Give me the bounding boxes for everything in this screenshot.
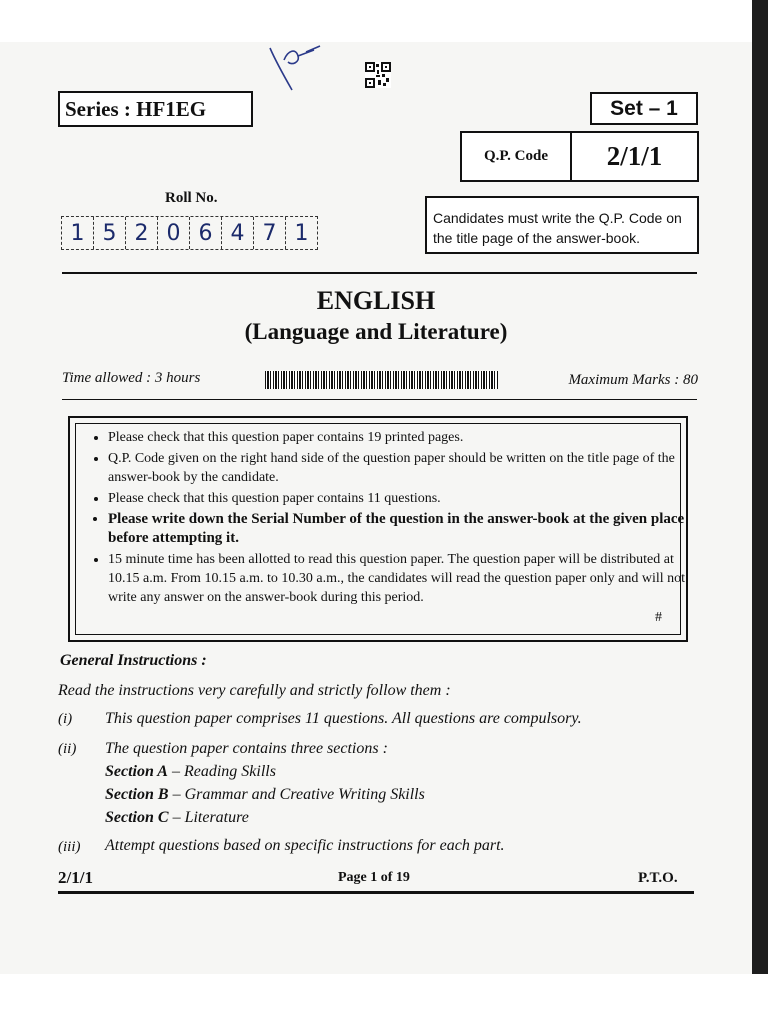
divider-top [62,272,697,274]
roll-digit: 1 [294,220,309,246]
section-name: Section A [105,763,168,780]
candidate-note: Candidates must write the Q.P. Code on the title page of the answer-book. [425,196,699,254]
qr-code-icon [365,62,391,88]
scan-right-edge [752,0,768,1024]
paper-title: ENGLISH [316,286,436,315]
footer-pto: P.T.O. [638,870,678,886]
qp-code-value: 2/1/1 [606,141,663,171]
instruction-number: (iii) [58,839,81,855]
qp-code-label: Q.P. Code [462,133,572,180]
instruction-text: This question paper comprises 11 questions. All questions are compulsory. [105,710,582,727]
divider-middle [62,399,697,400]
section-line [105,763,276,781]
roll-digit: 2 [126,217,158,249]
scan-bottom-margin [0,974,768,1024]
time-allowed: Time allowed : 3 hours [62,370,201,386]
scan-top-margin [0,0,768,42]
barcode [265,371,498,389]
footer-page-number: Page 1 of 19 [338,870,410,885]
notice-item: • Q.P. Code given on the right hand side of the question paper should be written on the title page of the answer-book by the candidate. [108,449,698,487]
hash-mark: # [655,610,662,625]
roll-digit: 1 [62,217,94,249]
notice-list [88,428,698,609]
footer-divider [58,891,694,894]
notice-box [68,416,688,642]
roll-number-grid [61,216,318,250]
instruction-text: The question paper contains three sections : [105,740,388,757]
set-box: Set – 1 [590,92,698,125]
series-box: Series : HF1EG [58,91,253,127]
section-desc: – Reading Skills [171,763,276,780]
roll-digit: 7 [254,217,286,249]
paper-subtitle: (Language and Literature) [244,319,508,344]
maximum-marks: Maximum Marks : 80 [568,372,698,388]
instruction-text: Attempt questions based on specific instructions for each part. [105,837,505,854]
instructions-heading: General Instructions : [60,652,207,669]
footer-qp-code: 2/1/1 [58,868,93,887]
section-line [105,809,249,827]
instruction-number: (ii) [58,741,77,757]
notice-item: • Please check that this question paper contains 11 questions. [108,489,698,508]
notice-item: • 15 minute time has been allotted to read this question paper. The question paper will be distributed at 10.15 a.m. From 10.15 a.m. to 10.30 a.m., the candidates will read the question paper only and will not write any answer on the answer-book during this period. [108,550,698,607]
notice-item: • Please check that this question paper contains 19 printed pages. [108,428,698,447]
roll-digit: 6 [190,217,222,249]
roll-number-label: Roll No. [165,190,218,206]
instructions-intro: Read the instructions very carefully and strictly follow them : [58,682,451,699]
roll-digit: 4 [222,217,254,249]
qp-code-box [460,131,699,182]
section-name: Section C [105,809,169,826]
roll-digit: 5 [94,217,126,249]
section-line [105,786,425,804]
section-name: Section B [105,786,169,803]
signature-mark [262,42,332,97]
section-desc: – Literature [172,809,249,826]
roll-digit: 0 [158,217,190,249]
section-desc: – Grammar and Creative Writing Skills [172,786,425,803]
instruction-number: (i) [58,711,73,727]
notice-item: • Please write down the Serial Number of the question in the answer-book at the given place before attempting it. [108,510,698,548]
